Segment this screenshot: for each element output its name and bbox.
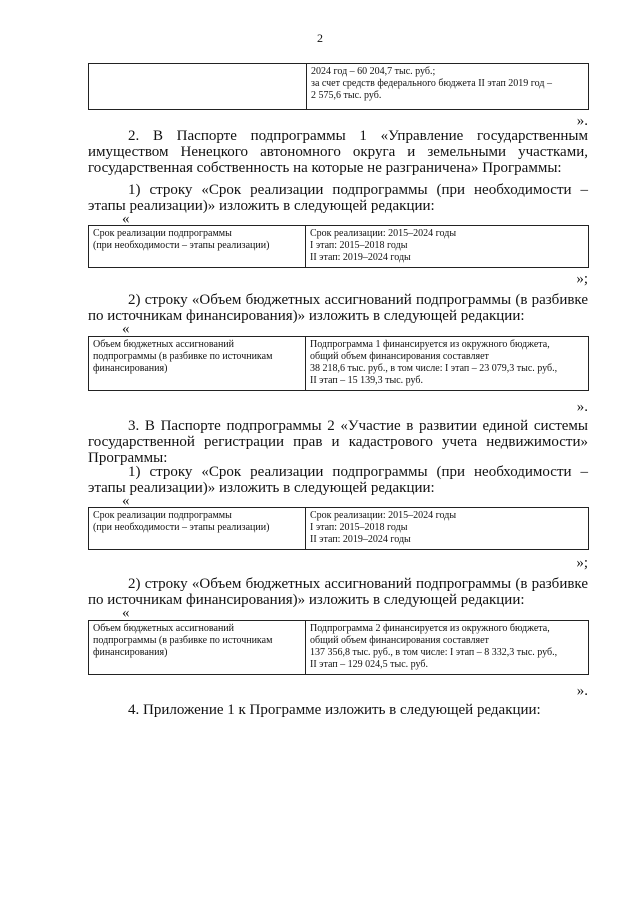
section2-term-table xyxy=(88,225,589,268)
term-label-cell: Срок реализации подпрограммы (при необходимости – этапы реализации) xyxy=(89,226,306,268)
section2-item1-text: 1) строку «Срок реализации подпрограммы (при необходимости – этапы реализации)» изложить в следующей редакции: xyxy=(88,182,588,214)
funding-value-cell: Подпрограмма 2 финансируется из окружного бюджета, общий объем финансирования составляет 137 356,8 тыс. руб., в том числе: I этап – 8 332,3 тыс. руб., II этап – 129 024,5 тыс. руб. xyxy=(306,621,589,675)
open-quote: « xyxy=(122,605,130,621)
close-quote: ». xyxy=(576,399,588,415)
close-quote: ». xyxy=(576,683,588,699)
close-quote: »; xyxy=(576,555,588,571)
funding-label-cell: Объем бюджетных ассигнований подпрограммы (в разбивке по источникам финансирования) xyxy=(89,337,306,391)
page-number: 2 xyxy=(317,31,323,45)
top-table-left-cell xyxy=(89,64,307,110)
top-table xyxy=(88,63,589,110)
section3-paragraph: 3. В Паспорте подпрограммы 2 «Участие в развитии единой системы государственной регистрации прав и кадастрового учета недвижимости» Программы: xyxy=(88,418,588,466)
section3-item2-text: 2) строку «Объем бюджетных ассигнований подпрограммы (в разбивке по источникам финансирования)» изложить в следующей редакции: xyxy=(88,576,588,608)
section3-item1-text: 1) строку «Срок реализации подпрограммы (при необходимости – этапы реализации)» изложить в следующей редакции: xyxy=(88,464,588,496)
term-value-cell: Срок реализации: 2015–2024 годы I этап: 2015–2018 годы II этап: 2019–2024 годы xyxy=(306,226,589,268)
section4-text: 4. Приложение 1 к Программе изложить в следующей редакции: xyxy=(128,702,541,718)
section3-term-table xyxy=(88,507,589,550)
funding-label-cell: Объем бюджетных ассигнований подпрограммы (в разбивке по источникам финансирования) xyxy=(89,621,306,675)
funding-value-cell: Подпрограмма 1 финансируется из окружного бюджета, общий объем финансирования составляет 38 218,6 тыс. руб., в том числе: I этап – 23 079,3 тыс. руб., II этап – 15 139,3 тыс. руб. xyxy=(306,337,589,391)
open-quote: « xyxy=(122,493,130,509)
section2-funding-table xyxy=(88,336,589,391)
section2-item2-text: 2) строку «Объем бюджетных ассигнований подпрограммы (в разбивке по источникам финансирования)» изложить в следующей редакции: xyxy=(88,292,588,324)
close-quote: ». xyxy=(576,113,588,129)
section2-paragraph: 2. В Паспорте подпрограммы 1 «Управление государственным имуществом Ненецкого автономного округа и земельными участками, государственная собственность на которые не разграничена» Программы: xyxy=(88,128,588,176)
term-label-cell: Срок реализации подпрограммы (при необходимости – этапы реализации) xyxy=(89,508,306,550)
open-quote: « xyxy=(122,321,130,337)
top-table-right-cell: 2024 год – 60 204,7 тыс. руб.; за счет средств федерального бюджета II этап 2019 год – 2 575,6 тыс. руб. xyxy=(307,64,589,110)
open-quote: « xyxy=(122,211,130,227)
close-quote: »; xyxy=(576,271,588,287)
term-value-cell: Срок реализации: 2015–2024 годы I этап: 2015–2018 годы II этап: 2019–2024 годы xyxy=(306,508,589,550)
section3-funding-table xyxy=(88,620,589,675)
